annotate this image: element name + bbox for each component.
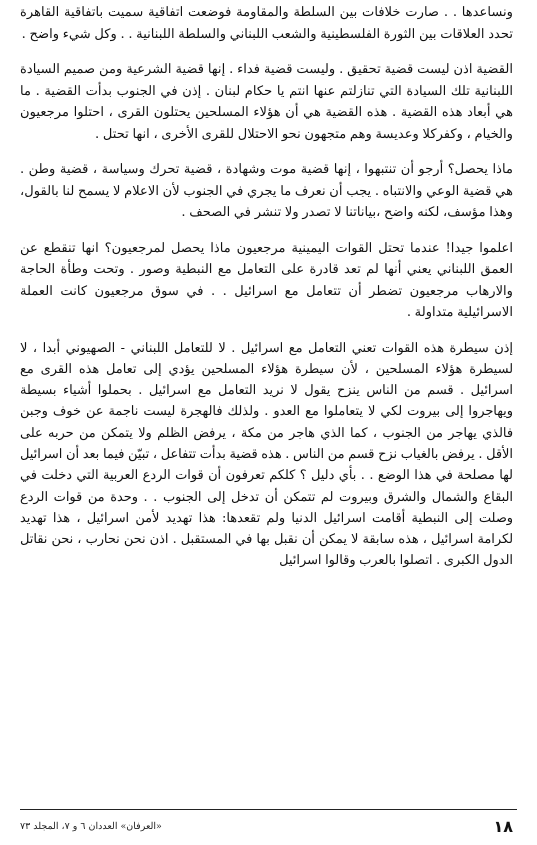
paragraph: القضية اذن ليست قضية تحقيق . وليست قضية فداء . إنها قضية الشرعية ومن صميم السيادة اللبنانية تلك السيادة التي تنازلتم عنها انتم يا حكام لبنان . إذن في الجنوب بدأت القضية . ما هي أبعاد هذه القضية . هذه القضية هي أن هؤلاء المسلحين يحتلون القرى ، احتلوا مرجعيون والخيام ، وكفركلا وعديسة وهم متجهون نحو الاحتلال للقرى الأخرى ، انها تحتل . — [20, 62, 513, 142]
paragraph: ونساعدها . . صارت خلافات بين السلطة والمقاومة فوضعت اتفاقية سميت باتفاقية القاهرة تحدد العلاقات بين الثورة الفلسطينية والشعب اللبناني والسلطة اللبنانية . . وكل شيء واضح . — [20, 5, 513, 42]
paragraph: ماذا يحصل؟ أرجو أن تنتبهوا ، إنها قضية موت وشهادة ، قضية تحرك وسياسة ، قضية وطن . هي قضية الوعي والانتباه . يجب أن نعرف ما يجري في الجنوب لأن الاعلام لا يسمح لنا بالقول، وهذا مؤسف، لكنه واضح ،بياناتنا لا تصدر ولا تنشر في الصحف . — [19, 162, 513, 220]
page-number: ١٨ — [493, 816, 513, 836]
footer-divider — [20, 809, 517, 810]
paragraph: اعلموا جيدا! عندما تحتل القوات اليمينية مرجعيون ماذا يحصل لمرجعيون؟ انها تنقطع عن العمق اللبناني يعني أنها لم تعد قادرة على التعامل مع النبطية وصور . وتحت وطأة الحاجة والارهاب مرجعيون تضطر أن تتعامل مع اسرائيل . . في سوق مرجعيون كانت العملة الاسرائيلية متداولة . — [20, 240, 513, 320]
body-text — [20, 2, 513, 586]
paragraph: إذن سيطرة هذه القوات تعني التعامل مع اسرائيل . لا للتعامل اللبناني - الصهيوني أبدا ، لا لسيطرة هؤلاء المسلحين ، لأن سيطرة هؤلاء المسلحين يؤدي إلى تعامل هذه القرى مع اسرائيل . قسم من الناس ينزح يقول لا نريد التعامل مع اسرائيل . بحملوا أشياء بسيطة ويهاجروا إلى بيروت لكي لا يتعاملوا مع العدو . ولذلك فالهجرة ليست ناجمة عن خوف وجبن فالذي يهاجر من الجنوب ، كما الذي هاجر من مكة ، يرفض الظلم ولا يتمكن من حربه على الأقل . يرفض بالغياب نزح قسم من الناس . هذه قضية بدأت تتفاعل ، تبيّن فيما بعد أن اسرائيل لها مصلحة في هذا الوضع . . بأي دليل ؟ كلكم تعرفون أن قوات الردع العربية التي دخلت في البقاع والشمال والشرق وبيروت لم تتمكن أن تدخل إلى الجنوب . . وحدة من قوات الردع وصلت إلى النبطية أقامت اسرائيل الدنيا ولم تقعدها: هذا تهديد لأمن اسرائيل ، هذا تهديد لكرامة اسرائيل ، هذه سابقة لا يمكن أن نقبل بها في المستقبل . اذن نحن نحارب ، نحن نقاتل الدول الكبرى . اتصلوا بالعرب وقالوا اسرائيل — [20, 340, 513, 569]
page-footer — [20, 815, 513, 837]
journal-citation: «العرفان» العددان ٦ و ٧، المجلد ٧٣ — [20, 820, 162, 832]
